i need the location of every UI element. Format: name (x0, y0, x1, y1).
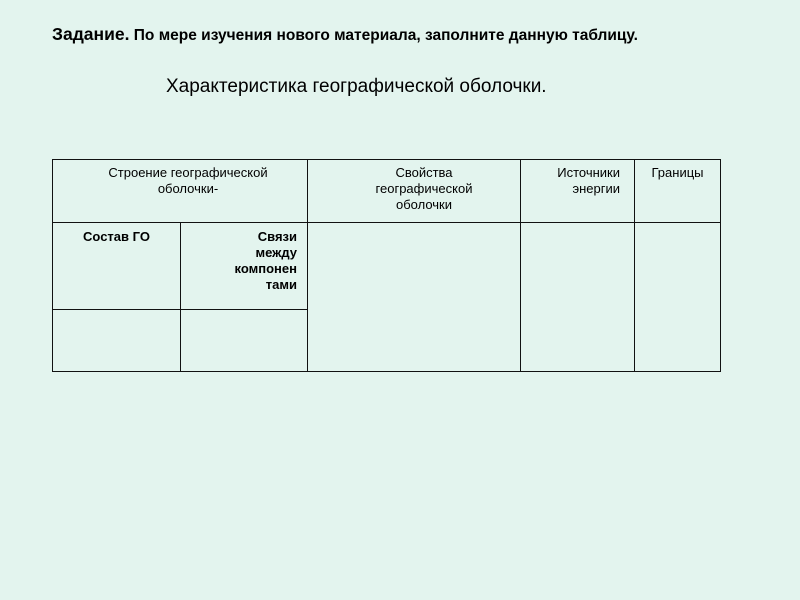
header-boundaries: Границы (651, 165, 704, 180)
links-body-cell (181, 310, 308, 372)
header-energy: Источники энергии (557, 165, 620, 196)
header-row (53, 160, 721, 223)
subheader-links-cell (181, 223, 308, 310)
boundaries-body-cell (635, 223, 721, 372)
task-text: По мере изучения нового материала, заполните данную таблицу. (133, 27, 638, 44)
characteristics-table (52, 159, 721, 372)
subheader-composition: Состав ГО (83, 229, 150, 244)
energy-body-cell (521, 223, 635, 372)
subheader-links: Связи между компонен тами (234, 229, 297, 292)
table-title: Характеристика географической оболочки. (166, 76, 547, 97)
composition-body-cell (53, 310, 181, 372)
header-boundaries-cell (635, 160, 721, 223)
subheader-row (53, 223, 721, 310)
task-label: Задание. (52, 24, 130, 44)
header-energy-cell (521, 160, 635, 223)
header-structure: Строение географической оболочки- (108, 165, 268, 196)
header-properties: Свойства географической оболочки (375, 165, 473, 212)
header-structure-cell (53, 160, 308, 223)
header-properties-cell (308, 160, 521, 223)
properties-body-cell (308, 223, 521, 372)
subheader-composition-cell (53, 223, 181, 310)
task-instruction (52, 24, 638, 45)
